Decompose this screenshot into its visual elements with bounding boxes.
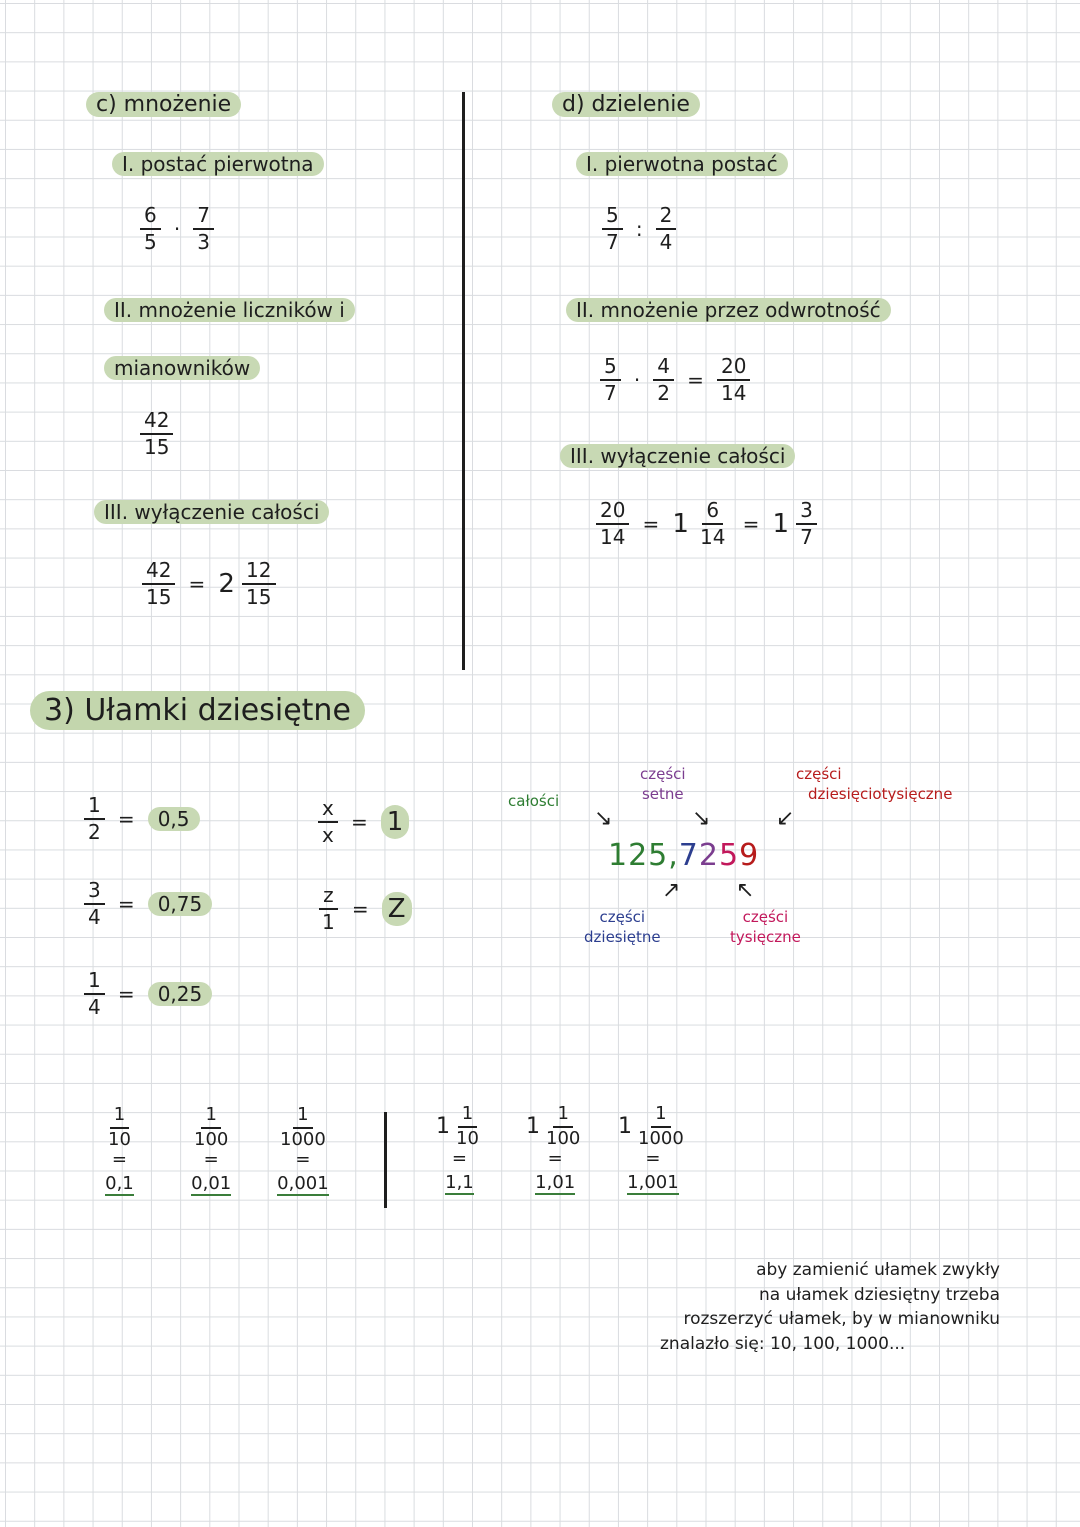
- conversion-simple-3: $\frac{1}{1000}$ = 0,001: [276, 1105, 330, 1196]
- rule-z-over-1: $\frac{z}{1}$ = Z: [318, 885, 412, 933]
- label-setne: części setne: [640, 765, 686, 803]
- heading-multiplication: c) mnożenie: [86, 92, 241, 117]
- fraction: $\frac{42}{15}$: [140, 410, 173, 458]
- decimal-eq-3: $\frac{1}{4}$ = 0,25: [84, 970, 212, 1018]
- mult-step-2a: II. mnożenie liczników i: [104, 298, 355, 322]
- arrow-icon: ↖: [736, 878, 755, 903]
- fraction: $\frac{x}{x}$: [318, 798, 338, 846]
- conversion-mixed-1: 1 $\frac{1}{10}$ = 1,1: [436, 1105, 483, 1195]
- fraction: $\frac{4}{2}$: [653, 356, 674, 404]
- label-dziesietne: części dziesiętne: [584, 908, 661, 946]
- fraction: $\frac{1}{1000}$: [280, 1104, 326, 1150]
- div-expression-1: $\frac{5}{7}$ : $\frac{2}{4}$: [602, 205, 676, 253]
- div-step-3: III. wyłączenie całości: [560, 444, 795, 468]
- conversion-mixed-3: 1 $\frac{1}{1000}$ = 1,001: [618, 1105, 688, 1195]
- column-divider: [462, 92, 465, 670]
- label-tysieczne: części tysięczne: [730, 908, 801, 946]
- fraction: $\frac{3}{7}$: [796, 500, 817, 548]
- fraction: $\frac{1}{10}$: [108, 1104, 131, 1150]
- fraction: $\frac{1}{4}$: [84, 970, 105, 1018]
- fraction: $\frac{3}{4}$: [84, 880, 105, 928]
- fraction: $\frac{5}{7}$: [602, 205, 623, 253]
- fraction: $\frac{6}{5}$: [140, 205, 161, 253]
- mult-step-1: I. postać pierwotna: [112, 152, 324, 176]
- mult-step-2b: mianowników: [104, 356, 260, 380]
- fraction: $\frac{1}{2}$: [84, 795, 105, 843]
- fraction: $\frac{1}{100}$: [194, 1104, 229, 1150]
- arrow-icon: ↙: [776, 806, 795, 831]
- fraction: $\frac{20}{14}$: [717, 356, 750, 404]
- heading-division: d) dzielenie: [552, 92, 700, 117]
- label-dziesieciotysieczne: części dziesięciotysięczne: [796, 765, 953, 803]
- div-expression-2: $\frac{5}{7}$ · $\frac{4}{2}$ = $\frac{20}{14}$: [600, 356, 750, 404]
- fraction: $\frac{12}{15}$: [242, 560, 275, 608]
- div-step-1: I. pierwotna postać: [576, 152, 788, 176]
- fraction: $\frac{1}{100}$: [546, 1103, 581, 1149]
- mult-expression-3: $\frac{42}{15}$ = 2 $\frac{12}{15}$: [142, 560, 276, 608]
- mult-expression-1: $\frac{6}{5}$ · $\frac{7}{3}$: [140, 205, 214, 253]
- arrow-icon: ↗: [662, 878, 681, 903]
- rule-x-over-x: $\frac{x}{x}$ = 1: [318, 798, 409, 846]
- mult-step-3: III. wyłączenie całości: [94, 500, 329, 524]
- conversion-note: aby zamienić ułamek zwykły na ułamek dziesiętny trzeba rozszerzyć ułamek, by w mianowniku znalazło się: 10, 100, 1000...: [660, 1260, 1000, 1354]
- div-step-2: II. mnożenie przez odwrotność: [566, 298, 891, 322]
- fraction: $\frac{20}{14}$: [596, 500, 629, 548]
- decimal-eq-1: $\frac{1}{2}$ = 0,5: [84, 795, 200, 843]
- arrow-icon: ↘: [594, 806, 613, 831]
- decimal-eq-2: $\frac{3}{4}$ = 0,75: [84, 880, 212, 928]
- fraction: $\frac{2}{4}$: [656, 205, 677, 253]
- fraction: $\frac{42}{15}$: [142, 560, 175, 608]
- fraction: $\frac{1}{10}$: [456, 1103, 479, 1149]
- fraction: $\frac{5}{7}$: [600, 356, 621, 404]
- heading-decimal-fractions: 3) Ułamki dziesiętne: [30, 693, 365, 728]
- conversion-divider: [384, 1112, 387, 1208]
- conversion-simple-1: $\frac{1}{10}$ = 0,1: [104, 1105, 135, 1196]
- place-value-number: 125,7259: [608, 838, 760, 873]
- arrow-icon: ↘: [692, 806, 711, 831]
- mult-expression-2: [140, 410, 173, 458]
- conversion-mixed-2: 1 $\frac{1}{100}$ = 1,01: [526, 1105, 584, 1195]
- conversion-simple-2: $\frac{1}{100}$ = 0,01: [190, 1105, 232, 1196]
- fraction: $\frac{z}{1}$: [318, 885, 339, 933]
- fraction: $\frac{1}{1000}$: [638, 1103, 684, 1149]
- div-expression-3: $\frac{20}{14}$ = 1 $\frac{6}{14}$ = 1 $\frac{3}{7}$: [596, 500, 817, 548]
- label-calosci: całości: [508, 792, 560, 810]
- fraction: $\frac{6}{14}$: [700, 498, 726, 549]
- fraction: $\frac{7}{3}$: [193, 205, 214, 253]
